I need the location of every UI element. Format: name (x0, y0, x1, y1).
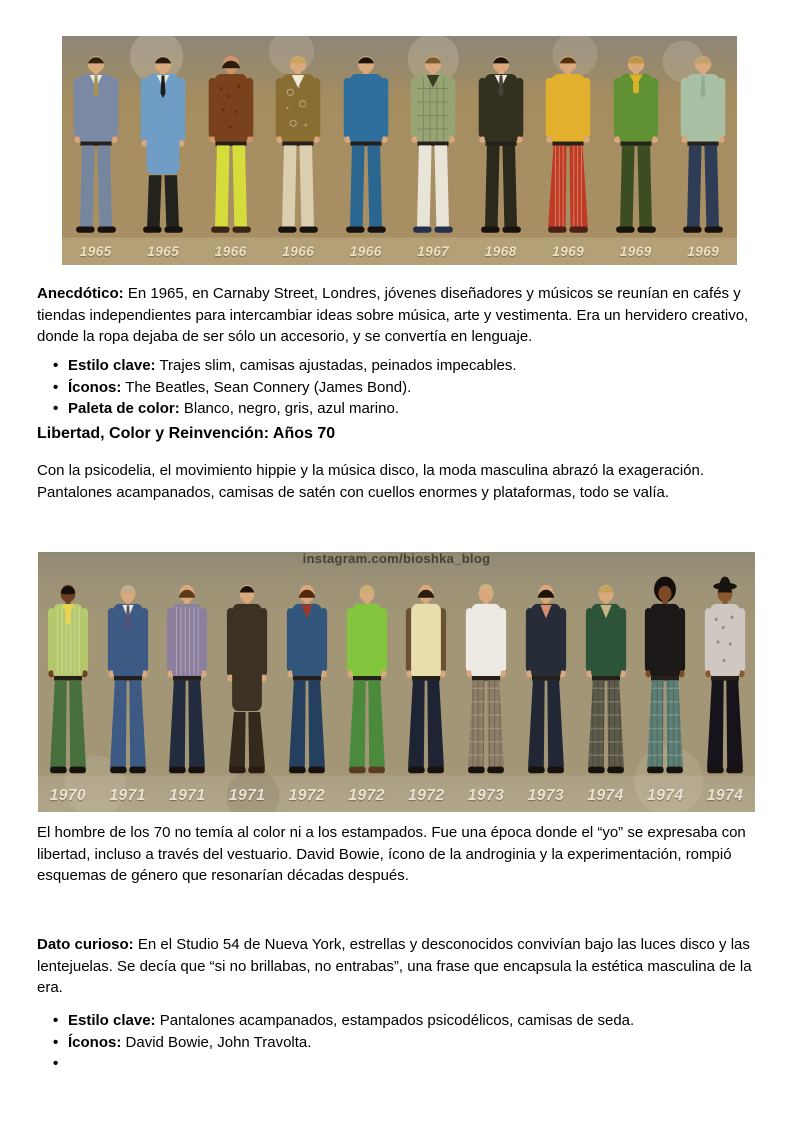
fashion-photo-1960s (62, 36, 737, 265)
year-label: 1970 (49, 786, 87, 804)
figure-illustration (279, 574, 335, 780)
fashion-photo-1970s (38, 552, 755, 812)
figure-illustration (402, 46, 464, 239)
bullet-text: The Beatles, Sean Connery (James Bond). (125, 378, 412, 396)
figure-illustration (518, 574, 574, 780)
year-label: 1965 (79, 243, 112, 259)
year-label: 1973 (467, 786, 505, 804)
paragraph-anecdote (37, 283, 758, 348)
fashion-figure-1966 (267, 46, 329, 239)
year-label: 1969 (552, 243, 585, 259)
fashion-figure-1965 (65, 46, 127, 239)
paragraph-lead: Dato curioso: (37, 936, 134, 953)
fashion-figure-1974 (637, 574, 693, 780)
year-label: 1969 (687, 243, 720, 259)
bullet-text: Trajes slim, camisas ajustadas, peinados impecables. (159, 357, 517, 374)
fashion-figure-1969 (537, 46, 599, 239)
paragraph-text: En 1965, en Carnaby Street, Londres, jóvenes diseñadores y músicos se reunían en cafés y tiendas independientes para intercambiar ideas sobre música, arte y vestimenta. Era un hervidero creativo, donde la ropa dejaba de ser sólo un accesorio, y se convertía en lenguaje. (37, 285, 749, 346)
bullet-text: David Bowie, John Travolta. (125, 1033, 312, 1051)
bullet-lead: Íconos: (68, 1033, 122, 1051)
list-item (52, 355, 767, 377)
fashion-figure-1971 (219, 574, 275, 780)
figure-illustration (200, 46, 262, 239)
figure-illustration (470, 46, 532, 239)
fashion-figure-1973 (518, 574, 574, 780)
figure-illustration (605, 46, 667, 239)
figure-illustration (672, 46, 734, 239)
list-item (52, 1032, 767, 1054)
figure-illustration (398, 574, 454, 780)
year-label: 1974 (587, 786, 624, 804)
figure-illustration (458, 574, 514, 780)
figure-illustration (537, 46, 599, 239)
fashion-figure-1972 (279, 574, 335, 780)
figure-illustration (335, 46, 397, 239)
fashion-figure-1968 (470, 46, 532, 239)
figure-illustration (159, 574, 215, 780)
figure-illustration (697, 574, 753, 780)
watermark-text: instagram.com/bioshka_blog (302, 552, 491, 566)
year-label: 1972 (348, 786, 385, 804)
fashion-figure-1971 (100, 574, 156, 780)
fashion-figure-1969 (672, 46, 734, 239)
list-item (52, 377, 767, 399)
figure-illustration (267, 46, 329, 239)
year-label: 1974 (706, 786, 744, 804)
paragraph-70s-color: El hombre de los 70 no temía al color ni a los estampados. Fue una época donde el “yo” se expresaba con libertad, incluso a través del vestuario. David Bowie, ícono de la androginia y la experimentación, rompió esquemas de género que resonarían décadas después. (37, 824, 746, 885)
bullet-list-60s (37, 355, 767, 420)
fashion-figure-1971 (159, 574, 215, 780)
list-item (52, 398, 767, 420)
figure-illustration (219, 574, 275, 780)
fashion-figure-1966 (200, 46, 262, 239)
figure-illustration (65, 46, 127, 239)
year-label: 1971 (169, 786, 206, 804)
year-label: 1971 (109, 786, 146, 804)
year-label: 1965 (147, 243, 180, 259)
year-label: 1968 (484, 243, 517, 259)
fashion-figure-1970 (40, 574, 96, 780)
figure-illustration (100, 574, 156, 780)
fashion-figure-1966 (335, 46, 397, 239)
bullet-lead: Paleta de color: (68, 400, 180, 418)
year-label: 1966 (349, 243, 382, 259)
paragraph-70s-intro: Con la psicodelia, el movimiento hippie y la música disco, la moda masculina abrazó la exageración. Pantalones acampanados, camisas de satén con cuellos enormes y plataformas, todo se valía. (37, 462, 705, 501)
fashion-figure-1972 (339, 574, 395, 780)
year-label: 1969 (619, 243, 652, 259)
bullet-lead: Íconos: (68, 378, 122, 396)
fashion-figure-1965 (132, 46, 194, 239)
bullet-lead: Estilo clave: (68, 1012, 156, 1029)
fashion-figure-1974 (578, 574, 634, 780)
year-row-1970s (38, 779, 755, 812)
figure-illustration (637, 574, 693, 780)
fashion-figure-1973 (458, 574, 514, 780)
fashion-figure-1969 (605, 46, 667, 239)
year-row-1960s (62, 238, 737, 265)
year-label: 1972 (288, 786, 326, 804)
fashion-figure-1974 (697, 574, 753, 780)
year-label: 1974 (647, 786, 684, 804)
bullet-text: Blanco, negro, gris, azul marino. (183, 400, 399, 418)
year-label: 1966 (282, 243, 315, 259)
year-label: 1967 (417, 243, 450, 259)
bullet-list-70s (37, 1010, 767, 1075)
figure-illustration (40, 574, 96, 780)
year-label: 1973 (527, 786, 565, 804)
year-label: 1972 (408, 786, 445, 804)
figure-illustration (339, 574, 395, 780)
year-label: 1966 (214, 243, 247, 259)
list-item (52, 1010, 767, 1032)
list-item (52, 1053, 767, 1075)
figure-illustration (132, 46, 194, 239)
bullet-lead: Estilo clave: (68, 357, 156, 374)
fashion-figure-1972 (398, 574, 454, 780)
year-label: 1971 (228, 786, 266, 804)
figure-row-1960s (62, 46, 737, 239)
figure-row-1970s (38, 574, 755, 780)
paragraph-text: En el Studio 54 de Nueva York, estrellas y desconocidos convivían bajo las luces disco y las lentejuelas. Se decía que “si no brillabas, no entrabas”, una frase que encapsula la estética masculina de la era. (37, 936, 752, 997)
paragraph-dato-curioso (37, 934, 758, 999)
figure-illustration (578, 574, 634, 780)
heading-70s: Libertad, Color y Reinvención: Años 70 (37, 425, 336, 442)
bullet-text: Pantalones acampanados, estampados psicodélicos, camisas de seda. (159, 1012, 635, 1029)
fashion-figure-1967 (402, 46, 464, 239)
paragraph-lead: Anecdótico: (37, 285, 124, 302)
